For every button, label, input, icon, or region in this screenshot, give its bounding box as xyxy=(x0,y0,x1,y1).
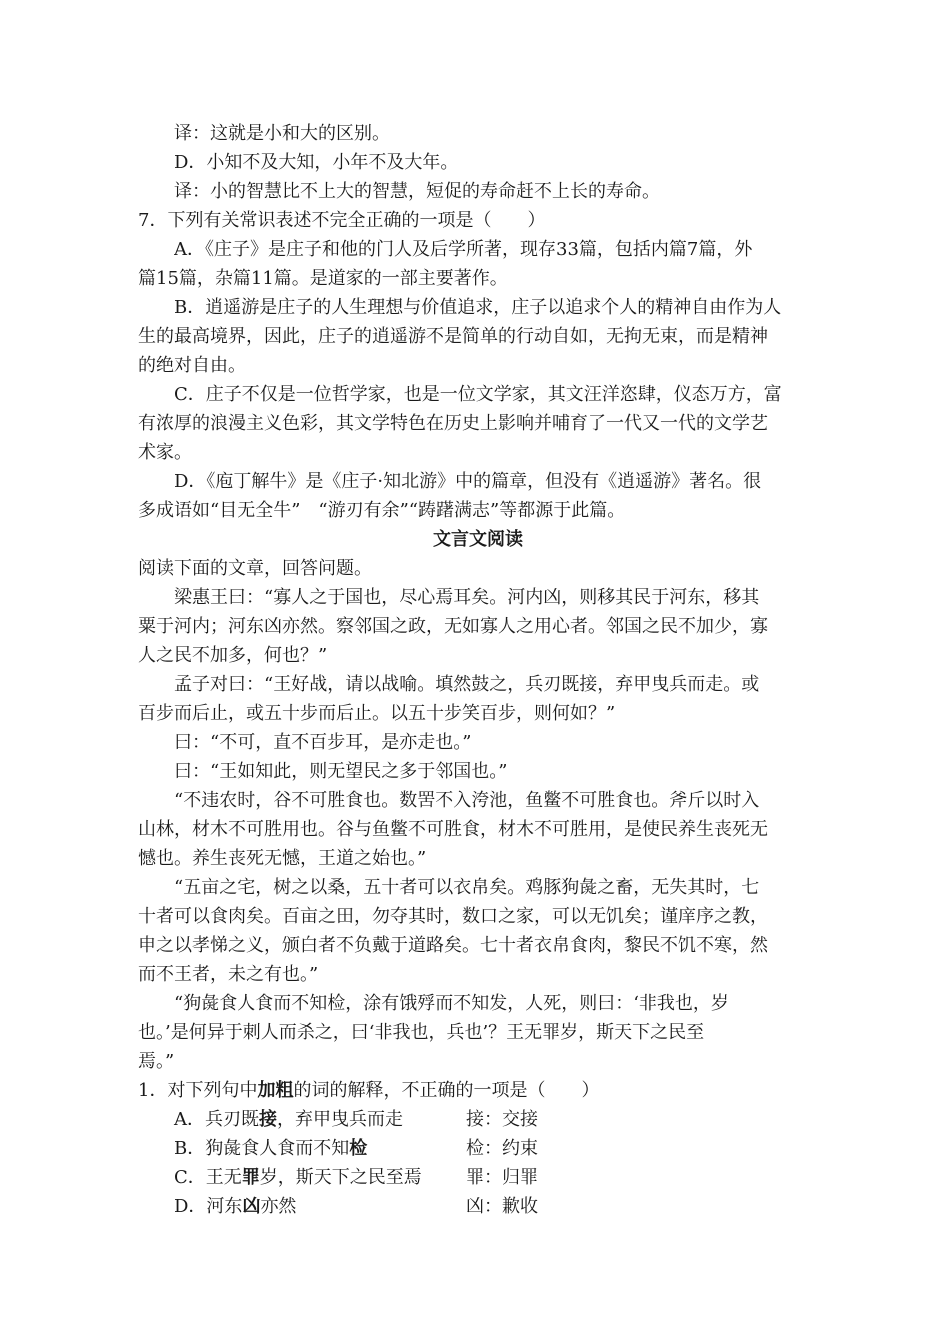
q7-option-a-cont: 篇15篇，杂篇11篇。是道家的一部主要著作。 xyxy=(138,268,508,289)
passage-line: 憾也。养生丧死无憾，王道之始也。” xyxy=(138,848,427,869)
option-text: B．狗彘食人食而不知 xyxy=(174,1138,350,1159)
option-text: D．河东 xyxy=(174,1196,243,1217)
option-text: A．兵刃既 xyxy=(174,1109,259,1130)
passage-line: 人之民不加多，何也？” xyxy=(138,645,328,666)
q7-option-d: D．《庖丁解牛》是《庄子·知北游》中的篇章，但没有《逍遥游》著名。很 xyxy=(174,471,762,492)
stem-text: 的词的解释，不正确的一项是（ ） xyxy=(293,1080,600,1101)
translation-line: 译：小的智慧比不上大的智慧，短促的寿命赶不上长的寿命。 xyxy=(174,181,660,202)
section-intro: 阅读下面的文章，回答问题。 xyxy=(138,558,372,579)
q1-option-a xyxy=(174,1105,403,1134)
q1-option-c-gloss: 罪：归罪 xyxy=(466,1167,538,1188)
stem-bold-text: 加粗 xyxy=(257,1080,294,1101)
q7-option-b: B．逍遥游是庄子的人生理想与价值追求，庄子以追求个人的精神自由作为人 xyxy=(174,297,782,318)
passage-line: 焉。” xyxy=(138,1051,175,1072)
q7-option-c: C．庄子不仅是一位哲学家，也是一位文学家，其文汪洋恣肆，仪态万方，富 xyxy=(174,384,782,405)
q1-option-a-gloss: 接：交接 xyxy=(466,1109,538,1130)
passage-line: 百步而后止，或五十步而后止。以五十步笑百步，则何如？” xyxy=(138,703,616,724)
option-bold-word: 凶 xyxy=(242,1196,261,1217)
passage-line: 也。’是何异于刺人而杀之，曰‘非我也，兵也’？王无罪岁，斯天下之民至 xyxy=(138,1022,705,1043)
passage-line: “五亩之宅，树之以桑，五十者可以衣帛矣。鸡豚狗彘之畜，无失其时，七 xyxy=(174,877,760,898)
option-bold-word: 接 xyxy=(259,1109,277,1130)
passage-line: 曰：“王如知此，则无望民之多于邻国也。” xyxy=(174,761,508,782)
q7-option-b-cont: 生的最高境界，因此，庄子的逍遥游不是简单的行动自如，无拘无束，而是精神 xyxy=(138,326,768,347)
q7-option-c-cont: 术家。 xyxy=(138,442,192,463)
passage-line: 梁惠王曰：“寡人之于国也，尽心焉耳矣。河内凶，则移其民于河东，移其 xyxy=(174,587,760,608)
passage-line: 十者可以食肉矣。百亩之田，勿夺其时，数口之家，可以无饥矣；谨庠序之教， xyxy=(138,906,768,927)
option-d-line: D．小知不及大知，小年不及大年。 xyxy=(174,152,459,173)
passage-line: “不违农时，谷不可胜食也。数罟不入洿池，鱼鳖不可胜食也。斧斤以时入 xyxy=(174,790,760,811)
option-text: 岁，斯天下之民至焉 xyxy=(259,1167,422,1188)
passage-line: 孟子对曰：“王好战，请以战喻。填然鼓之，兵刃既接，弃甲曳兵而走。或 xyxy=(174,674,760,695)
translation-line: 译：这就是小和大的区别。 xyxy=(174,123,390,144)
passage-line: 申之以孝悌之义，颁白者不负戴于道路矣。七十者衣帛食肉，黎民不饥不寒，然 xyxy=(138,935,768,956)
q1-option-d-gloss: 凶：歉收 xyxy=(466,1196,538,1217)
passage-line: 曰：“不可，直不百步耳，是亦走也。” xyxy=(174,732,472,753)
passage-line: “狗彘食人食而不知检，涂有饿殍而不知发，人死，则曰：‘非我也，岁 xyxy=(174,993,729,1014)
option-bold-word: 罪 xyxy=(241,1167,260,1188)
q1-option-b xyxy=(174,1134,367,1163)
stem-text: 1．对下列句中 xyxy=(138,1080,258,1101)
q1-option-b-gloss: 检：约束 xyxy=(466,1138,538,1159)
option-text: 亦然 xyxy=(260,1196,297,1217)
passage-line: 山林，材木不可胜用也。谷与鱼鳖不可胜食，材木不可胜用，是使民养生丧死无 xyxy=(138,819,768,840)
q7-option-b-cont: 的绝对自由。 xyxy=(138,355,246,376)
section-title: 文言文阅读 xyxy=(433,529,523,550)
passage-line: 粟于河内；河东凶亦然。察邻国之政，无如寡人之用心者。邻国之民不加少，寡 xyxy=(138,616,768,637)
question-1-stem xyxy=(138,1076,818,1105)
q1-option-d xyxy=(174,1192,296,1221)
q1-option-c xyxy=(174,1163,422,1192)
option-text: ，弃甲曳兵而走 xyxy=(277,1109,403,1130)
question-7-stem: 7．下列有关常识表述不完全正确的一项是（ ） xyxy=(138,210,546,231)
q7-option-a: A．《庄子》是庄子和他的门人及后学所著，现存33篇，包括内篇7篇，外 xyxy=(174,239,753,260)
option-text: C．王无 xyxy=(174,1167,242,1188)
option-bold-word: 检 xyxy=(349,1138,368,1159)
q7-option-d-cont: 多成语如“目无全牛” “游刃有余”“踌躇满志”等都源于此篇。 xyxy=(138,500,626,521)
q7-option-c-cont: 有浓厚的浪漫主义色彩，其文学特色在历史上影响并哺育了一代又一代的文学艺 xyxy=(138,413,768,434)
passage-line: 而不王者，未之有也。” xyxy=(138,964,319,985)
